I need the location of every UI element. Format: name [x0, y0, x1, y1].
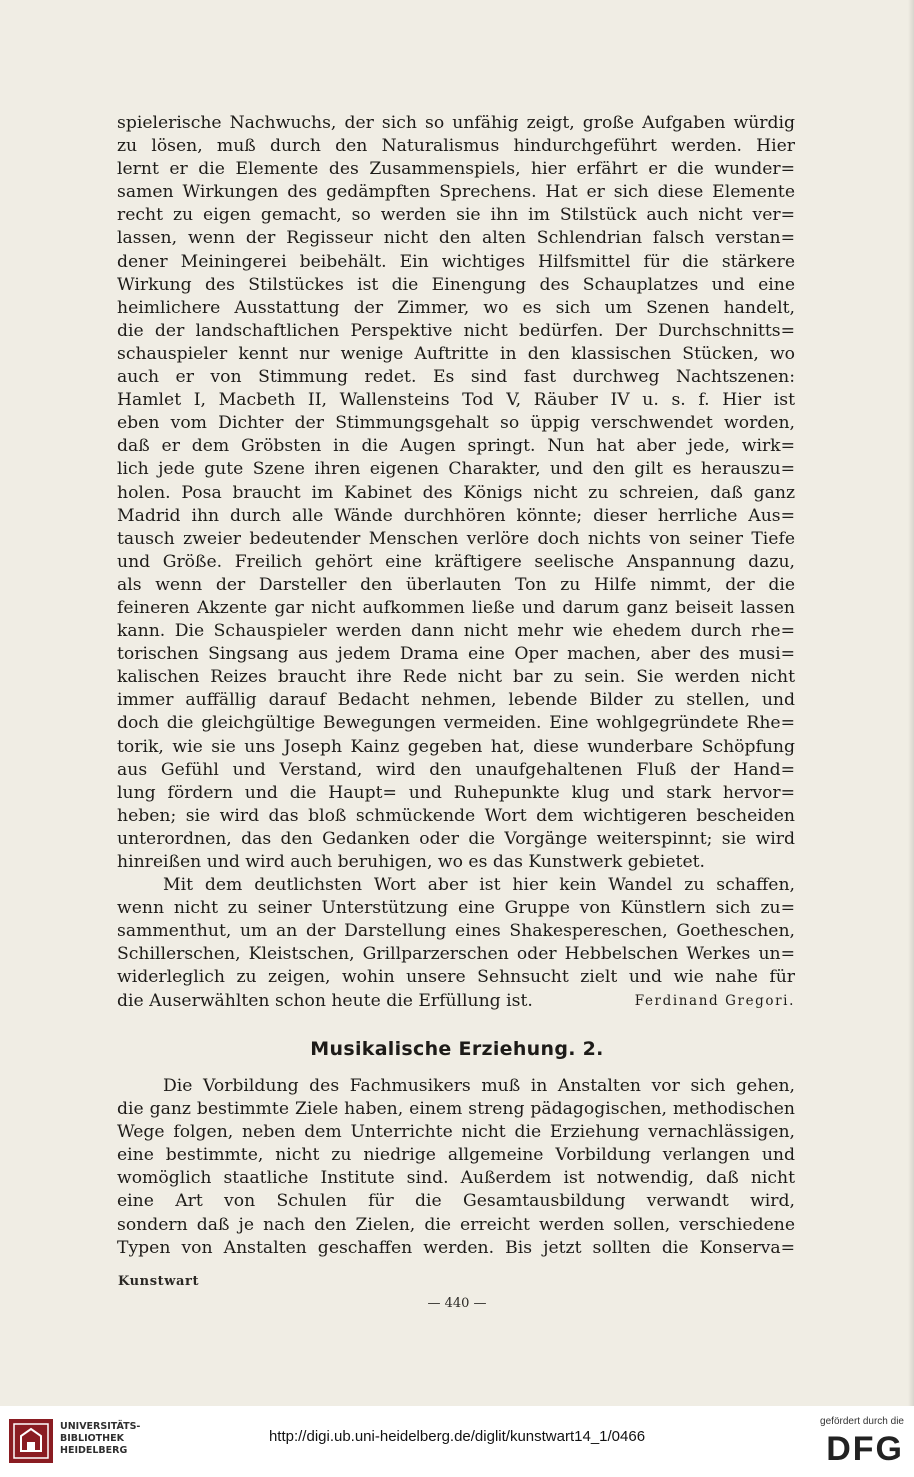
text-line-content: eine Art von Schulen für die Gesamtausbildung verwandt wird,: [117, 1191, 795, 1212]
text-line: [117, 666, 795, 689]
text-line-content: die Auserwählten schon heute die Erfüllung ist.: [117, 990, 533, 1011]
text-line: [117, 782, 795, 805]
text-line: [117, 551, 795, 574]
text-line-content: lung fördern und die Haupt= und Ruhepunkte klug und stark hervor=: [117, 782, 795, 803]
text-line-content: doch die gleichgültige Bewegungen vermeiden. Eine wohlgegründete Rhe=: [117, 713, 795, 734]
text-line: [117, 505, 795, 528]
text-line: [117, 1121, 795, 1144]
text-line: [117, 528, 795, 551]
text-line-content: heben; sie wird das bloß schmückende Wort dem wichtigeren bescheiden: [117, 805, 795, 826]
text-line-content: eine bestimmte, nicht zu niedrige allgemeine Vorbildung verlangen und: [117, 1145, 795, 1166]
viewer-footer-bar: [0, 1406, 914, 1477]
text-line-content: womöglich staatliche Institute sind. Außerdem ist notwendig, daß nicht: [117, 1168, 795, 1189]
text-line-content: aus Gefühl und Verstand, wird den unaufgehaltenen Fluß der Hand=: [117, 759, 795, 780]
library-name-text: UNIVERSITÄTS- BIBLIOTHEK HEIDELBERG: [60, 1421, 141, 1456]
text-line-content: recht zu eigen gemacht, so werden sie ihn im Stilstück auch nicht ver=: [117, 205, 795, 226]
text-line-content: und Größe. Freilich gehört eine kräftigere seelische Anspannung dazu,: [117, 551, 795, 572]
text-line: [117, 135, 795, 158]
text-line: [117, 597, 795, 620]
text-line: [117, 689, 795, 712]
text-line: [117, 1167, 795, 1190]
text-line: [117, 227, 795, 250]
running-footer-title: Kunstwart: [118, 1274, 200, 1289]
text-line: [117, 712, 795, 735]
text-line-content: die der landschaftlichen Perspektive nicht bedürfen. Der Durchschnitts=: [117, 320, 795, 341]
text-line-content: auch er von Stimmung redet. Es sind fast durchweg Nachtszenen:: [117, 367, 795, 388]
text-line: [117, 759, 795, 782]
text-line: [117, 343, 795, 366]
text-line-content: Hamlet I, Macbeth II, Wallensteins Tod V, Räuber IV u. s. f. Hier ist: [117, 390, 795, 411]
funder-caption: gefördert durch die: [820, 1416, 904, 1427]
text-line-content: Schillerschen, Kleistschen, Grillparzerschen oder Hebbelschen Werkes un=: [117, 944, 795, 965]
text-line: [117, 643, 795, 666]
text-line: [117, 1237, 795, 1260]
body-paragraph-1: [117, 112, 795, 1013]
text-line-content: heimlichere Ausstattung der Zimmer, wo es sich um Szenen handelt,: [117, 297, 795, 318]
text-line-content: kalischen Reizes braucht ihre Rede nicht bar zu sein. Sie werden nicht: [117, 667, 795, 688]
text-line: [117, 897, 795, 920]
text-line: [117, 1075, 795, 1098]
text-line: [117, 1214, 795, 1237]
text-line: [117, 412, 795, 435]
text-line: [117, 943, 795, 966]
text-line-content: spielerische Nachwuchs, der sich so unfähig zeigt, große Aufgaben würdig: [117, 113, 795, 133]
text-line: [117, 1144, 795, 1167]
text-line: [117, 736, 795, 759]
text-line-content: tausch zweier bedeutender Menschen verlöre doch nichts von seiner Tiefe: [117, 528, 795, 549]
text-line: [117, 482, 795, 505]
text-line-content: lernt er die Elemente des Zusammenspiels, hier erfährt er die wunder=: [117, 159, 795, 180]
text-line-content: unterordnen, das den Gedanken oder die Vorgänge weiterspinnt; sie wird: [117, 828, 795, 849]
text-line-content: feineren Akzente gar nicht aufkommen ließe und darum ganz beiseit lassen: [117, 597, 795, 618]
text-line-content: Wege folgen, neben dem Unterrichte nicht die Erziehung vernachlässigen,: [117, 1122, 795, 1143]
text-line: [117, 112, 795, 135]
text-line: [117, 389, 795, 412]
text-line-content: dener Meiningerei beibehält. Ein wichtiges Hilfsmittel für die stärkere: [117, 251, 795, 272]
text-line: [117, 574, 795, 597]
text-line: [117, 966, 795, 989]
body-paragraph-2: [117, 1075, 795, 1260]
text-line: [117, 366, 795, 389]
text-line-content: samen Wirkungen des gedämpften Sprechens. Hat er sich diese Elemente: [117, 182, 795, 203]
text-line-content: zu lösen, muß durch den Naturalismus hindurchgeführt werden. Hier: [117, 136, 795, 157]
text-line-content: Madrid ihn durch alle Wände durchhören könnte; dieser herrliche Aus=: [117, 505, 795, 526]
text-line: [117, 320, 795, 343]
text-line: [117, 204, 795, 227]
text-line-content: Typen von Anstalten geschaffen werden. Bis jetzt sollten die Konserva=: [117, 1237, 795, 1258]
text-line: [117, 297, 795, 320]
text-line-content: eben vom Dichter der Stimmungsgehalt so üppig verschwendet worden,: [117, 413, 795, 434]
text-line-content: lich jede gute Szene ihren eigenen Charakter, und den gilt es herauszu=: [117, 459, 795, 480]
author-signature: Ferdinand Gregori.: [634, 992, 795, 1009]
text-line-content: sammenthut, um an der Darstellung eines Shakespereschen, Goetheschen,: [117, 921, 795, 942]
text-line: [117, 851, 795, 874]
text-line: [117, 828, 795, 851]
text-line-content: Mit dem deutlichsten Wort aber ist hier kein Wandel zu schaffen,: [163, 875, 795, 896]
text-line: [117, 435, 795, 458]
text-line-content: holen. Posa braucht im Kabinet des Königs nicht zu schreien, daß ganz: [117, 482, 795, 503]
text-line: [117, 158, 795, 181]
text-line: [117, 251, 795, 274]
text-line-content: die ganz bestimmte Ziele haben, einem streng pädagogischen, methodischen: [117, 1099, 795, 1120]
text-line: [117, 920, 795, 943]
text-line-content: Die Vorbildung des Fachmusikers muß in Anstalten vor sich gehen,: [163, 1076, 795, 1096]
section-heading: Musikalische Erziehung. 2.: [310, 1038, 604, 1060]
text-line: [117, 1098, 795, 1121]
text-line: [117, 1190, 795, 1213]
text-line-content: schauspieler kennt nur wenige Auftritte in den klassischen Stücken, wo: [117, 343, 795, 364]
permalink-url[interactable]: http://digi.ub.uni-heidelberg.de/diglit/kunstwart14_1/0466: [268, 1428, 646, 1445]
text-line-content: hinreißen und wird auch beruhigen, wo es das Kunstwerk gebietet.: [117, 852, 705, 872]
text-line: [117, 620, 795, 643]
text-line-content: torischen Singsang aus jedem Drama eine Oper machen, aber des musi=: [117, 644, 795, 665]
text-line-content: torik, wie sie uns Joseph Kainz gegeben hat, diese wunderbare Schöpfung: [117, 736, 795, 757]
text-line: [117, 274, 795, 297]
page-number: — 440 —: [427, 1296, 487, 1311]
text-line-content: lassen, wenn der Regisseur nicht den alten Schlendrian falsch verstan=: [117, 228, 795, 249]
text-line-content: Wirkung des Stilstückes ist die Einengung des Schauplatzes und eine: [117, 274, 795, 295]
text-line: [117, 990, 795, 1013]
text-line-content: sondern daß je nach den Zielen, die erreicht werden sollen, verschiedene: [117, 1214, 795, 1235]
text-line-content: widerleglich zu zeigen, wohin unsere Sehnsucht zielt und wie nahe für: [117, 967, 795, 988]
text-line: [117, 874, 795, 897]
text-line: [117, 805, 795, 828]
text-line-content: als wenn der Darsteller den überlauten Ton zu Hilfe nimmt, der die: [117, 574, 795, 595]
text-line: [117, 181, 795, 204]
text-line-content: daß er dem Gröbsten in die Augen springt. Nun hat aber jede, wirk=: [117, 436, 795, 457]
text-line-content: wenn nicht zu seiner Unterstützung eine Gruppe von Künstlern sich zu=: [117, 898, 795, 919]
text-line-content: kann. Die Schauspieler werden dann nicht mehr wie ehedem durch rhe=: [117, 621, 795, 642]
dfg-logo[interactable]: DFG: [826, 1430, 904, 1468]
text-line-content: immer auffällig darauf Bedacht nehmen, lebende Bilder zu stellen, und: [117, 690, 795, 711]
text-line: [117, 458, 795, 481]
